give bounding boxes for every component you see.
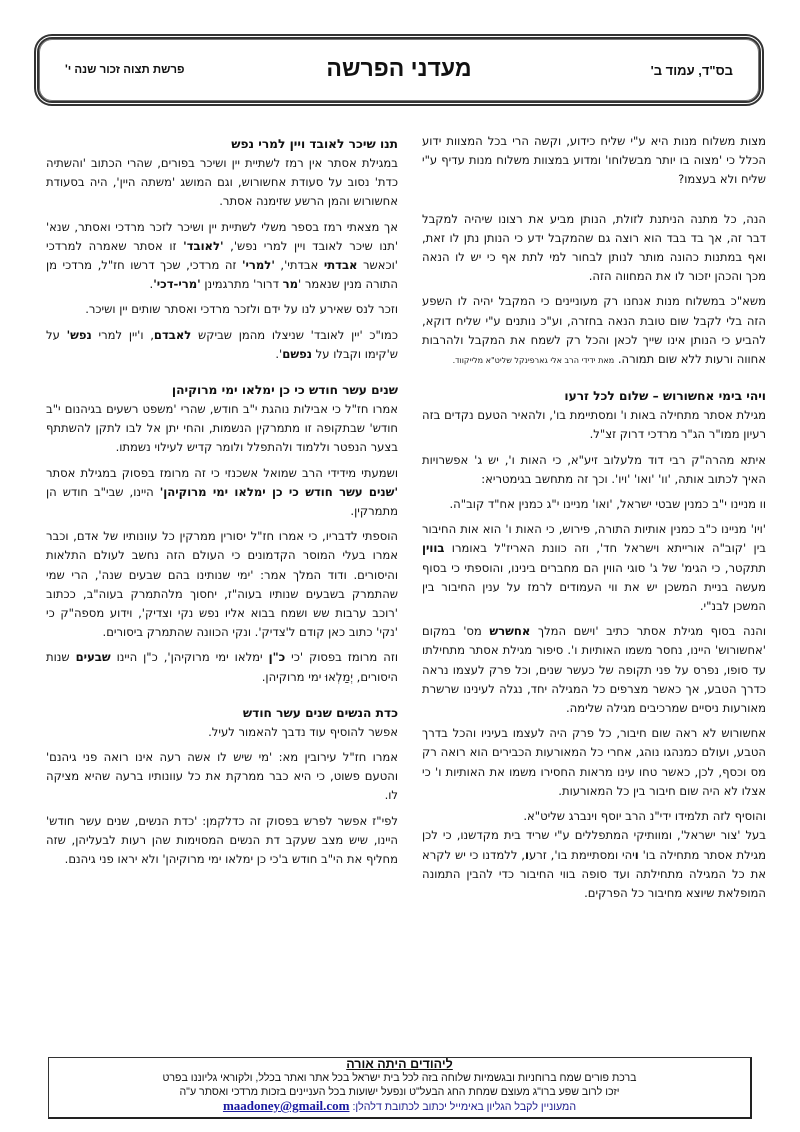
emphasis: נפש' (66, 327, 92, 342)
paragraph: אפשר להוסיף עוד נדבך להאמור לעיל. (208, 724, 398, 739)
text: אך מצאתי רמז בספר משלי לשתיית יין ושיכר לזכר מרדכי ואסתר, שנא' 'תנו שיכר לאובד ויין למרי נפש', (46, 219, 399, 253)
text: זו אסתר שאמרה למרדכי 'וכאשר (46, 238, 398, 273)
right-column (422, 132, 766, 909)
paragraph: הוספתי לדבריו, כי אמרו חז"ל יסורין ממרקין כל עוונותיו של אדם, וכבר אמרו בעלי המוסר הקדמונים כי העולם הזה נחשב לעולם התלאות והיסורים. ודוד המלך אמר: 'ימי שנותינו בהם שבעים שנה', הרי שמי שהתמרק בשבעים שנותיו בעוה"ז, יחסוך מלהתמרק בעוה"ב, ככתוב 'רוכב ערבות שש ושמח בבוא אליו נפש נקי וצדיק', וידוע מספה"ק כי 'נקי' כתוב כאן קודם ל'צדיק'. ונקי הכוונה שהתמרק ביסורים. (46, 529, 398, 640)
emphasis: 'לאובד' (183, 238, 224, 253)
footer-title: ליהודים היתה אורה (346, 1057, 453, 1071)
paragraph (46, 218, 398, 295)
paragraph: אמרו חז"ל עירובין מא: 'מי שיש לו אשה רעה אינו רואה פני גיהנם' והטעם פשוט, כי היא כבר ממרקת את כל עוונותיו ברעה שהיא מציקה לו. (46, 750, 398, 803)
emphasis: 'מרי-דכי' (153, 277, 201, 292)
header-frame (34, 34, 764, 106)
left-column (46, 134, 398, 875)
text: ימלאו ימי מרוקיהן', כ"ן היינו (110, 650, 269, 665)
emphasis: לאבדם (153, 327, 192, 342)
text: 'ויו' מניינו כ"ב כמנין אותיות התורה, פירוש, כי האות ו' הוא אות החיבור בין 'קוב"ה אורייתא וישראל חד', וזה כוונת האריז"ל באומרו (422, 522, 766, 556)
section-heading: ויהי בימי אחשורוש – שלום לכל זרעו (564, 389, 766, 404)
page-reference: בס"ד, עמוד ב' (650, 62, 733, 78)
paragraph: וו מניינו י"ב כמנין שבטי ישראל, 'ואו' מניינו י"ג כמנין אח"ד קוב"ה. (449, 497, 766, 512)
text: בעל 'צור ישראל', ומוותיקי המתפללים ע"י שריד בית מקדשנו, כי לכן מגילת אסתר מתחילה בו' (422, 828, 766, 862)
section-heading: כדת הנשים שנים עשר חודש (242, 705, 398, 720)
author-credit: מאת ידידי הרב אלי גארפינקל שליט"א מלייקווד. (452, 356, 615, 366)
paragraph: לפי"ז אפשר לפרש בפסוק זה כדלקמן: 'כדת הנשים, שנים עשר חודש' היינו, שיש מצב שעקב דת הנשים המסוימות שהן רעות לבעליהן, שזה מחליף את הי"ב חודש ב'כי כן ימלאו ימי מרוקיהן' ולא יראו פני גיהנם. (46, 813, 398, 867)
text: יהי ומסתיימת בו', זרע (528, 847, 635, 862)
emphasis: אחשרש (489, 624, 531, 639)
text: היינו, שבי"ב חודש הן מתמרקין. (46, 484, 398, 519)
paragraph (422, 622, 766, 718)
section-heading: תנו שיכר לאובד ויין למרי נפש (231, 137, 398, 151)
emphasis: בווין (422, 541, 445, 556)
paragraph: וזכר לנס שאירע לנו על ידם ולזכר מרדכי ואסתר שותים יין ושיכר. (85, 302, 398, 317)
footer-subscribe (49, 1099, 750, 1115)
email-link[interactable]: maadoney@gmail.com (222, 1098, 350, 1113)
paragraph: מגילת אסתר מתחילה באות ו' ומסתיימת בו', ולהאיר הטעם נקדים בזה רעיון ממו"ר הג"ר מרדכי דרוק זצ"ל. (422, 408, 766, 442)
paragraph: אמרו חז"ל כי אבילות נוהגת י"ב חודש, שהרי 'משפט רשעים בגיהנום י"ב חודש' שבתקופה זו מתמרקין הנשמות, והחי יתן אל לבו לתקן להשתתף בצער הנפטר וללמוד ולהתפלל ולומר קדיש לעילוי נשמתו. (46, 402, 398, 455)
emphasis: 'למרי' (241, 258, 275, 273)
paragraph: והוסיף לזה תלמידו ידי"נ הרב יוסף וינברג שליט"א. (523, 809, 766, 824)
paragraph: במגילת אסתר אין רמז לשתיית יין ושיכר בפורים, שהרי הכתוב 'והשתיה כדת' נסוב על סעודת אחשורוש, וגם המושג 'משתה היין', היה בסעודת אחשורוש והמן הרשע שזימנה אסתר. (46, 156, 398, 209)
emphasis: ו (634, 847, 639, 862)
paragraph (422, 520, 766, 616)
emphasis: 'שנים עשר חודש כי כן ימלאו ימי מרוקיהן' (159, 484, 399, 499)
text: וזה מרומז בפסוק 'כי (285, 650, 398, 665)
paragraph: אחשורוש לא ראה שום חיבור, כל פרק היה לעצמו בעיניו והכל בדרך הטבע, ועולם כמנהגו נוהג, אחרי כל המאורעות הכבירים הוא רואה רק מס וכסף, לכן, כאשר טחו עינו מראות החסירו משמו את האותיות ו' כי אצלו לא היה שום חיבור בין כל המאורעות. (422, 726, 766, 798)
emphasis: אבדתי (323, 258, 358, 273)
paragraph (46, 326, 398, 364)
text: אבדתי', (274, 258, 324, 273)
emphasis: ו (525, 847, 529, 862)
subscribe-text: המעוניין לקבל הגליון באימייל יכתוב לכתובת דלהלן: (352, 1101, 577, 1113)
header-bar (39, 39, 759, 101)
paragraph: איתא מהרה"ק רבי דוד מלעלוב זיע"א, כי האות ו', יש ג' אפשרויות האיך לכתוב אותה, 'וו' 'ואו' 'ויו'. וכך זה מתחשב בגימטריא: (422, 452, 766, 486)
paragraph (422, 826, 766, 903)
text: '. (275, 346, 283, 361)
text: . (149, 277, 154, 292)
emphasis: מר (282, 277, 298, 292)
text: דרור' מתרגמינן (200, 277, 283, 292)
text: , ו'יין למרי (91, 327, 154, 342)
emphasis: נפשם (282, 346, 312, 361)
text: , ללמדנו כי יש לקרא את כל המגילה מתחילתה ועד סופה בווי החיבור כדי להבין התמונה המופלאת שיוצא מחיבור כל הפרקים. (422, 847, 766, 900)
paragraph-text: משא"כ במשלוח מנות אנחנו רק מעוניינים כי המקבל יהיה לו השפע הזה בלי לקבל שום טובת הנאה בחזרה, וע"כ נותנים ע"י שליח דוקא, להביע כי הנותן אינו שייך לכאן והכל רק לשמח את המקבל ולהרבות אחווה ורעות ללא שום תמורה. (422, 294, 766, 367)
text: שנות היסורים, יְמַלְאוּ ימי מרוקיהן. (46, 650, 398, 684)
text: מס' במקום 'אחשורוש' היינו, נחסר משמו האותיות ו'. סיפור מגילת אסתר מתחילתו עד סופו, נפרס על פני תקופה של כעשר שנים, וכל פרק לעצמו נראה כדרך הטבע, אך כאשר מצרפים כל המגילה יחד, נגלה לעינינו שרשרת מאורעות ניסיים שמרכיבים מגילה שלימה. (422, 624, 766, 716)
footer-blessing: יזכו לרוב שפע ברו"ג מעוצם שמחת החג הבעל"ט ונפעל ישועות בכל העניינים בזכות מרדכי ואסתר ע"ה (179, 1085, 620, 1098)
paragraph (46, 464, 398, 522)
text: והנה בסוף מגילת אסתר כתיב 'וישם המלך (530, 624, 766, 639)
paragraph: הנה, כל מתנה הניתנת לזולת, הנותן מביע את רצונו שיהיה למקבל דבר זה, אך בד בבד הוא רוצה גם שהמקבל ידע כי הנותן נתן לו זאת, ואף במתנות כהונה מותר לנותן לבחור למי לתת אף כי יש לו הנאה מכך והכהן יזכור לו את המחווה הזה. (422, 211, 766, 284)
emphasis: כ"ן (268, 650, 286, 665)
newsletter-title: מעדני הפרשה (326, 55, 472, 81)
paragraph: מצות משלוח מנות היא ע"י שליח כידוע, וקשה הרי בכל המצוות ידוע הכלל כי 'מצוה בו יותר מבשלוחו' ומדוע במצוות משלוח מנות עדיף ע"י שליח ולא בעצמו? (422, 134, 766, 187)
text: תתקטר, כי הגימ' של ג' סוגי הווין הם מחברים בינינו, והוספתי כי בסוף מעשה בניית המשכן יש את ווי העמודים לרמז על ענין החיבור בין המשכן לבנ"י. (422, 560, 766, 614)
section-heading: שנים עשר חודש כי כן ימלאו ימי מרוקיהן (171, 383, 398, 398)
footer-greeting: ברכת פורים שמח ברוחניות ובגשמיות שלוחה בזה לכל בית ישראל בכל אתר ואתר בכלל, ולקוראי גליוננו בפרט (162, 1072, 637, 1084)
parasha-label: פרשת תצוה זכור שנה י' (65, 64, 185, 76)
text: זה מרדכי, שכך דרשו חז"ל, מרדכי מן התורה מנין שנאמר ' (46, 258, 398, 292)
text: על ש'קימו וקבלו על (46, 327, 398, 361)
emphasis: שבעים (75, 650, 111, 665)
paragraph (422, 292, 766, 370)
text: ושמעתי מידידי הרב שמואל אשכנזי כי זה מרומז בפסוק במגילת אסתר (46, 465, 398, 480)
paragraph (46, 648, 398, 686)
footer-box (48, 1057, 752, 1119)
text: כמו"כ 'יין לאובד' שניצלו מהמן שביקש (191, 327, 398, 342)
